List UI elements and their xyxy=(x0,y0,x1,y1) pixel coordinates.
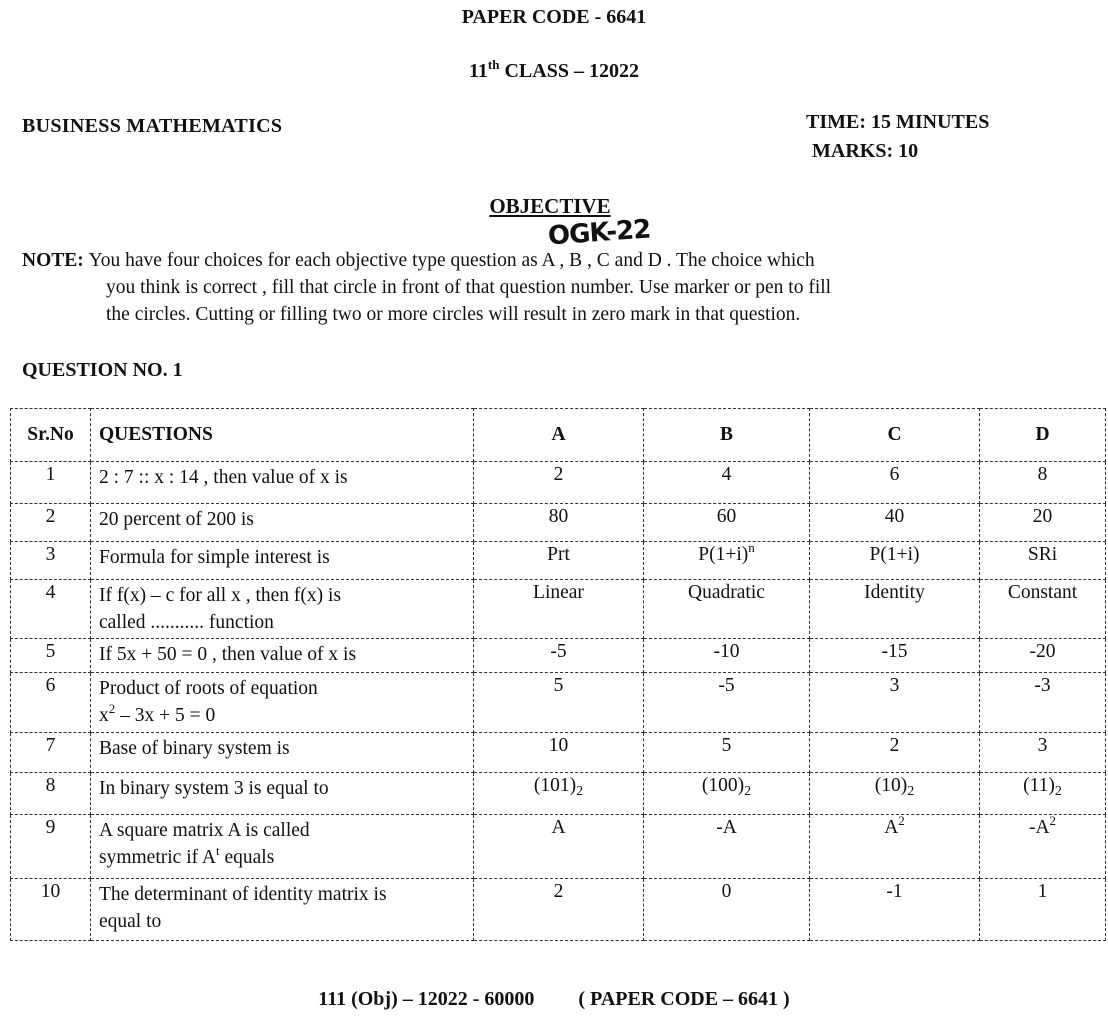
option-a: 2 xyxy=(474,462,644,504)
table-row xyxy=(11,542,1106,580)
option-b-subscript: 2 xyxy=(744,784,752,799)
row-question: Formula for simple interest is xyxy=(91,542,474,580)
option-d-base: -A xyxy=(1028,817,1050,838)
option-c-exponent: 2 xyxy=(898,813,905,828)
table-row xyxy=(11,462,1106,504)
row-sr: 7 xyxy=(11,733,91,773)
option-c xyxy=(810,773,980,815)
question-line-2: called ........... function xyxy=(99,612,274,633)
option-d: 20 xyxy=(980,504,1106,542)
row-question: 20 percent of 200 is xyxy=(91,504,474,542)
option-d-exponent: 2 xyxy=(1049,813,1057,828)
mcq-table xyxy=(10,408,1106,941)
question-line-1: If f(x) – c for all x , then f(x) is xyxy=(99,585,342,606)
header-option-b: B xyxy=(644,409,810,462)
table-row xyxy=(11,879,1106,941)
class-line xyxy=(0,57,1108,83)
option-d: 1 xyxy=(980,879,1106,941)
row-question: In binary system 3 is equal to xyxy=(91,773,474,815)
option-c: 40 xyxy=(810,504,980,542)
class-number-suffix: th xyxy=(487,57,500,72)
question-line-2: equal to xyxy=(99,911,162,932)
class-number: 11 xyxy=(469,60,488,82)
option-b-exponent: n xyxy=(748,540,755,555)
option-d-base: (11) xyxy=(1023,775,1055,796)
row-question: If 5x + 50 = 0 , then value of x is xyxy=(91,639,474,673)
option-a: 5 xyxy=(474,673,644,733)
question-line-1: The determinant of identity matrix is xyxy=(99,884,387,905)
option-d: -3 xyxy=(980,673,1106,733)
option-c: 3 xyxy=(810,673,980,733)
option-d: SRi xyxy=(980,542,1106,580)
row-question xyxy=(91,879,474,941)
row-sr: 1 xyxy=(11,462,91,504)
header-option-d: D xyxy=(980,409,1106,462)
option-a-base: (101) xyxy=(533,775,577,796)
table-row xyxy=(11,639,1106,673)
row-question: 2 : 7 :: x : 14 , then value of x is xyxy=(91,462,474,504)
footer-paper-code: ( PAPER CODE – 6641 ) xyxy=(578,988,790,1010)
footer xyxy=(0,988,1108,1011)
footer-print-code: 111 (Obj) – 12022 - 60000 xyxy=(318,988,535,1010)
option-d xyxy=(980,815,1106,879)
total-marks: MARKS: 10 xyxy=(812,140,919,162)
option-b: 5 xyxy=(644,733,810,773)
table-row xyxy=(11,733,1106,773)
question-line-2-base: symmetric if A xyxy=(99,847,216,868)
option-a: A xyxy=(474,815,644,879)
question-line-1: A square matrix A is called xyxy=(99,820,310,841)
table-row xyxy=(11,580,1106,639)
option-d: -20 xyxy=(980,639,1106,673)
option-c: -15 xyxy=(810,639,980,673)
option-c-base: (10) xyxy=(874,775,908,796)
option-c-subscript: 2 xyxy=(907,784,915,799)
option-b xyxy=(644,773,810,815)
option-b: Quadratic xyxy=(644,580,810,639)
option-c: -1 xyxy=(810,879,980,941)
row-sr: 2 xyxy=(11,504,91,542)
note-line-2: you think is correct , fill that circle in front of that question number. Use marker or pen to fill xyxy=(106,277,832,298)
transpose-superscript: t xyxy=(215,843,220,858)
table-row xyxy=(11,815,1106,879)
paper-code: PAPER CODE - 6641 xyxy=(461,6,647,28)
note-label: NOTE: xyxy=(22,250,84,271)
option-b: -10 xyxy=(644,639,810,673)
option-a: Prt xyxy=(474,542,644,580)
option-a: -5 xyxy=(474,639,644,673)
question-line-2 xyxy=(99,702,465,730)
note-line-3: the circles. Cutting or filling two or more circles will result in zero mark in that question. xyxy=(106,304,801,325)
row-sr: 5 xyxy=(11,639,91,673)
question-line-1: Product of roots of equation xyxy=(99,678,318,699)
header-sr-no: Sr.No xyxy=(11,409,91,462)
row-sr: 10 xyxy=(11,879,91,941)
option-c: 2 xyxy=(810,733,980,773)
option-b: 60 xyxy=(644,504,810,542)
option-b: 0 xyxy=(644,879,810,941)
equation-rest: – 3x + 5 = 0 xyxy=(115,705,216,726)
equation-exponent: 2 xyxy=(108,701,116,716)
time-limit: TIME: 15 MINUTES xyxy=(806,111,990,133)
option-a: Linear xyxy=(474,580,644,639)
row-question xyxy=(91,815,474,879)
row-sr: 9 xyxy=(11,815,91,879)
option-c xyxy=(810,815,980,879)
option-b: -A xyxy=(644,815,810,879)
subject-title: BUSINESS MATHEMATICS xyxy=(22,115,283,137)
option-d: Constant xyxy=(980,580,1106,639)
question-line-2-rest: equals xyxy=(219,847,275,868)
handwritten-mark: OGK-22 xyxy=(547,214,652,252)
equation-base: x xyxy=(99,705,109,726)
table-row xyxy=(11,773,1106,815)
option-c: P(1+i) xyxy=(810,542,980,580)
option-c: Identity xyxy=(810,580,980,639)
option-d: 3 xyxy=(980,733,1106,773)
question-number: QUESTION NO. 1 xyxy=(22,359,183,381)
table-row xyxy=(11,673,1106,733)
option-d: 8 xyxy=(980,462,1106,504)
option-b: -5 xyxy=(644,673,810,733)
row-sr: 4 xyxy=(11,580,91,639)
class-year: CLASS – 12022 xyxy=(499,60,639,82)
option-b: 4 xyxy=(644,462,810,504)
option-c-base: A xyxy=(884,817,899,838)
section-title: OBJECTIVE xyxy=(489,194,611,218)
option-a-subscript: 2 xyxy=(576,784,584,799)
row-sr: 6 xyxy=(11,673,91,733)
option-a xyxy=(474,773,644,815)
option-b-base: (100) xyxy=(701,775,745,796)
option-b xyxy=(644,542,810,580)
row-question: Base of binary system is xyxy=(91,733,474,773)
header-option-a: A xyxy=(474,409,644,462)
option-b-base: P(1+i) xyxy=(698,544,749,565)
instructions-note xyxy=(22,247,1022,328)
row-sr: 3 xyxy=(11,542,91,580)
option-c: 6 xyxy=(810,462,980,504)
option-a: 2 xyxy=(474,879,644,941)
note-line-1: You have four choices for each objective type question as A , B , C and D . The choice which xyxy=(88,250,815,271)
row-question xyxy=(91,673,474,733)
question-line-2 xyxy=(99,844,465,872)
table-row xyxy=(11,504,1106,542)
header-questions: QUESTIONS xyxy=(91,409,474,462)
option-a: 10 xyxy=(474,733,644,773)
table-header-row xyxy=(11,409,1106,462)
option-a: 80 xyxy=(474,504,644,542)
option-d xyxy=(980,773,1106,815)
row-sr: 8 xyxy=(11,773,91,815)
header-option-c: C xyxy=(810,409,980,462)
row-question xyxy=(91,580,474,639)
option-d-subscript: 2 xyxy=(1054,784,1062,799)
